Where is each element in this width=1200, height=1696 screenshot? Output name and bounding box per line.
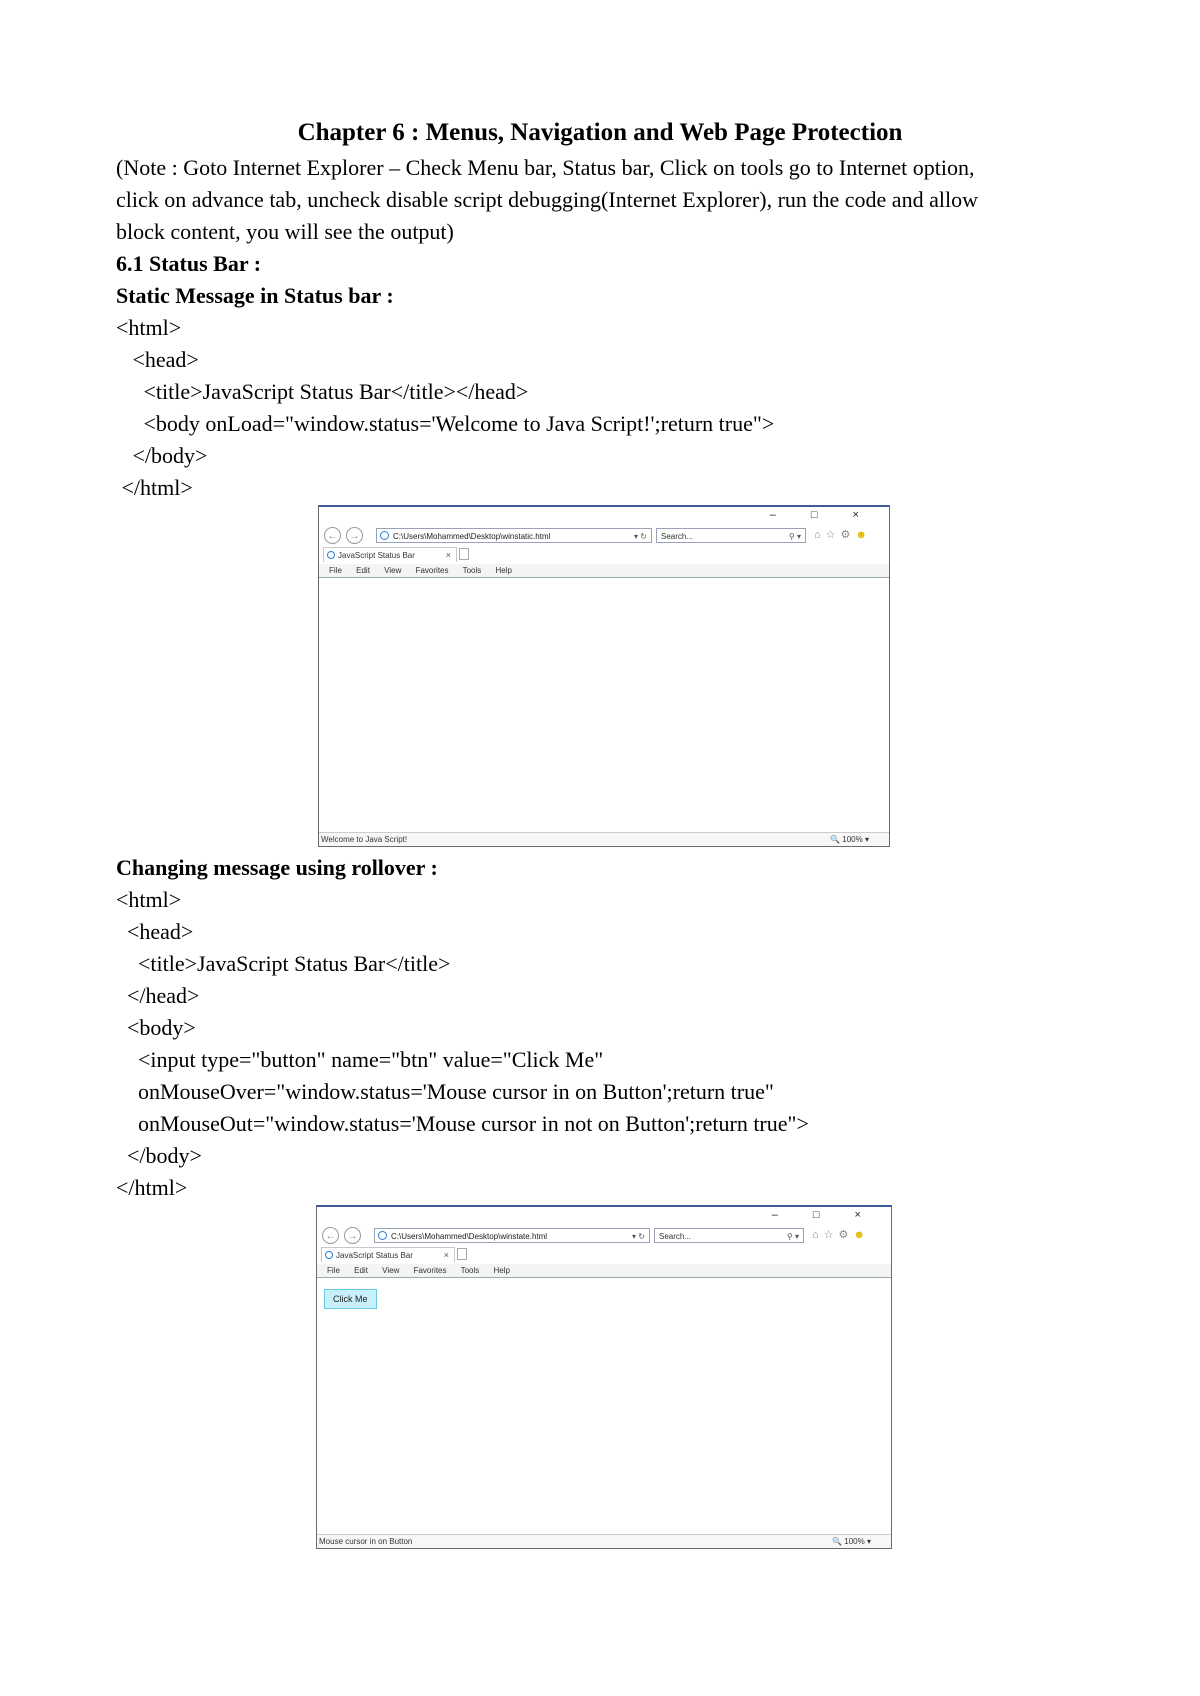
menu-favorites[interactable]: Favorites — [413, 1266, 447, 1275]
toolbar-icons — [812, 1228, 870, 1241]
refresh-icon[interactable]: ▾ ↻ — [634, 532, 647, 541]
ie-page-icon — [378, 1231, 387, 1240]
code-line: <head> — [116, 919, 194, 944]
section-heading: 6.1 Status Bar : — [116, 251, 262, 276]
menu-view[interactable]: View — [382, 1266, 400, 1275]
code-line: <head> — [116, 347, 199, 372]
ie-tab-icon — [327, 551, 335, 559]
tab-row — [319, 547, 889, 563]
menu-tools[interactable]: Tools — [460, 1266, 480, 1275]
new-tab-button[interactable] — [457, 1248, 467, 1260]
tab-title: JavaScript Status Bar — [338, 551, 415, 560]
chapter-title: Chapter 6 : Menus, Navigation and Web Page Protection — [297, 119, 903, 146]
search-icon[interactable]: ⚲ ▾ — [788, 532, 801, 541]
home-icon[interactable]: ⌂ — [814, 529, 826, 541]
settings-gear-icon[interactable]: ⚙ — [840, 529, 856, 541]
close-tab-icon[interactable]: × — [445, 550, 451, 560]
code-line: <html> — [116, 315, 182, 340]
tab-row — [317, 1247, 891, 1263]
example1-heading: Static Message in Status bar : — [116, 283, 394, 308]
back-icon[interactable]: ← — [322, 1227, 339, 1244]
note-line-3: block content, you will see the output) — [116, 219, 454, 244]
status-text: Mouse cursor in on Button — [319, 1537, 413, 1546]
note-line-1: (Note : Goto Internet Explorer – Check Menu bar, Status bar, Click on tools go to Internet option, — [116, 155, 975, 180]
favorites-star-icon[interactable]: ☆ — [825, 529, 841, 541]
status-bar — [317, 1534, 891, 1548]
feedback-smiley-icon[interactable]: ☻ — [855, 529, 872, 541]
tab-title: JavaScript Status Bar — [336, 1251, 413, 1260]
search-icon[interactable]: ⚲ ▾ — [786, 1232, 799, 1241]
address-bar-row — [322, 527, 886, 545]
code-line: </body> — [116, 443, 208, 468]
menu-edit[interactable]: Edit — [354, 1266, 368, 1275]
address-bar-row — [320, 1227, 888, 1245]
refresh-icon[interactable]: ▾ ↻ — [632, 1232, 645, 1241]
status-text: Welcome to Java Script! — [321, 835, 408, 844]
code-line: <body> — [116, 1015, 196, 1040]
favorites-star-icon[interactable]: ☆ — [823, 1229, 839, 1241]
note-line-2: click on advance tab, uncheck disable script debugging(Internet Explorer), run the code and allow — [116, 187, 978, 212]
browser-tab[interactable] — [321, 1247, 455, 1262]
code-line: <input type="button" name="btn" value="Click Me" — [116, 1047, 604, 1072]
menu-bar — [317, 1264, 891, 1278]
menu-help[interactable]: Help — [493, 1266, 510, 1275]
code-line: onMouseOut="window.status='Mouse cursor in not on Button';return true"> — [116, 1111, 809, 1136]
zoom-level[interactable]: 🔍 100% ▾ — [830, 835, 869, 844]
feedback-smiley-icon[interactable]: ☻ — [853, 1229, 870, 1241]
search-placeholder: Search... — [661, 532, 694, 541]
code-line: onMouseOver="window.status='Mouse cursor in on Button';return true" — [116, 1079, 774, 1104]
click-me-button[interactable]: Click Me — [324, 1289, 377, 1309]
code-line: <title>JavaScript Status Bar</title></head> — [116, 379, 529, 404]
search-placeholder: Search... — [659, 1232, 692, 1241]
menu-bar — [319, 564, 889, 578]
address-text: C:\Users\Mohammed\Desktop\winstate.html — [391, 1232, 548, 1241]
code-line: </body> — [116, 1143, 202, 1168]
menu-help[interactable]: Help — [495, 566, 512, 575]
menu-file[interactable]: File — [329, 566, 342, 575]
code-line: <body onLoad="window.status='Welcome to Java Script!';return true"> — [116, 411, 775, 436]
browser-tab[interactable] — [323, 547, 457, 562]
zoom-value: 100% — [844, 1537, 865, 1546]
address-field[interactable] — [376, 528, 652, 543]
browser-screenshot-static — [318, 505, 890, 847]
code-line: <title>JavaScript Status Bar</title> — [116, 951, 451, 976]
status-bar — [319, 832, 889, 846]
code-line: </html> — [116, 475, 193, 500]
back-icon[interactable]: ← — [324, 527, 341, 544]
window-controls: – □ × — [771, 1209, 877, 1221]
zoom-level[interactable]: 🔍 100% ▾ — [832, 1537, 871, 1546]
code-line: </html> — [116, 1175, 188, 1200]
menu-view[interactable]: View — [384, 566, 402, 575]
ie-tab-icon — [325, 1251, 333, 1259]
search-field[interactable] — [654, 1228, 804, 1243]
search-field[interactable] — [656, 528, 806, 543]
code-line: </head> — [116, 983, 200, 1008]
forward-icon[interactable]: → — [344, 1227, 361, 1244]
menu-edit[interactable]: Edit — [356, 566, 370, 575]
toolbar-icons — [814, 528, 872, 541]
ie-page-icon — [380, 531, 389, 540]
address-field[interactable] — [374, 1228, 650, 1243]
example2-heading: Changing message using rollover : — [116, 855, 438, 880]
address-text: C:\Users\Mohammed\Desktop\winstatic.html — [393, 532, 551, 541]
forward-icon[interactable]: → — [346, 527, 363, 544]
code-line: <html> — [116, 887, 182, 912]
browser-screenshot-rollover — [316, 1205, 892, 1549]
menu-file[interactable]: File — [327, 1266, 340, 1275]
menu-favorites[interactable]: Favorites — [415, 566, 449, 575]
menu-tools[interactable]: Tools — [462, 566, 482, 575]
settings-gear-icon[interactable]: ⚙ — [838, 1229, 854, 1241]
new-tab-button[interactable] — [459, 548, 469, 560]
window-controls: – □ × — [769, 509, 875, 521]
zoom-value: 100% — [842, 835, 863, 844]
close-tab-icon[interactable]: × — [443, 1250, 449, 1260]
home-icon[interactable]: ⌂ — [812, 1229, 824, 1241]
